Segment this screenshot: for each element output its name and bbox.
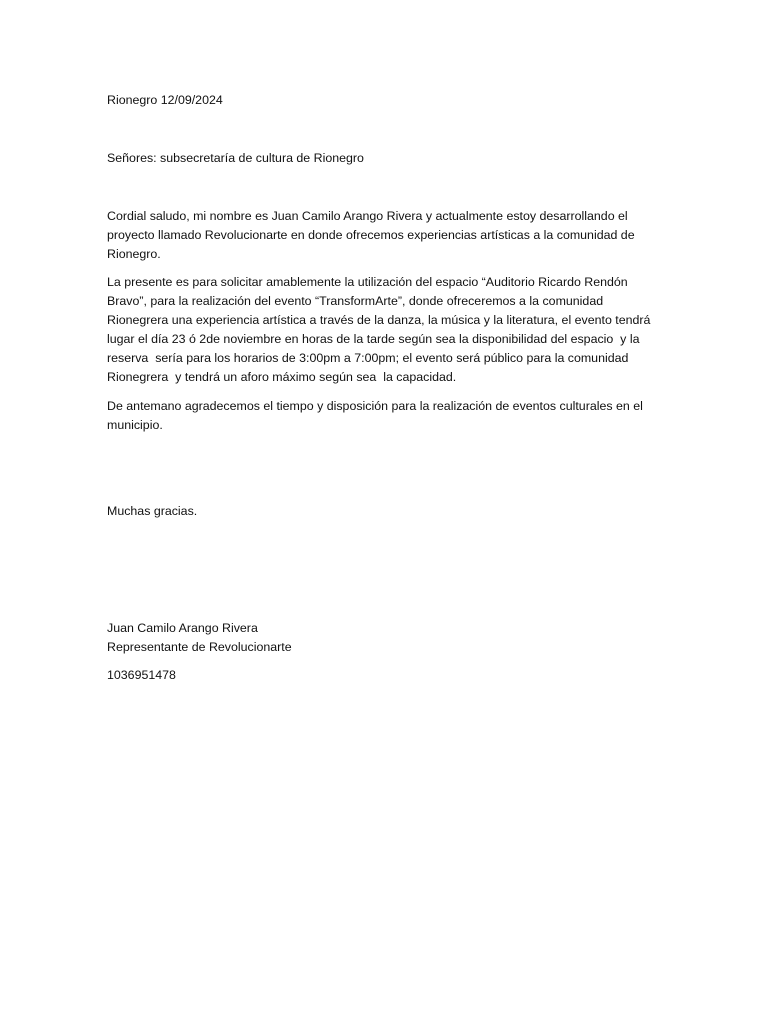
paragraph-thanks [107, 397, 667, 435]
paragraph-line: Rionegro. [107, 247, 161, 261]
date-line: Rionegro 12/09/2024 [107, 93, 223, 107]
paragraph-line: Bravo”, para la realización del evento “TransformArte”, donde ofreceremos a la comunidad [107, 294, 604, 308]
paragraph-greeting [107, 207, 667, 264]
paragraph-line: Rionegrera y tendrá un aforo máximo según sea la capacidad. [107, 370, 457, 384]
signer-title: Representante de Revolucionarte [107, 640, 292, 654]
signer-name: Juan Camilo Arango Rivera [107, 621, 258, 635]
closing-line: Muchas gracias. [107, 504, 198, 518]
paragraph-line: reserva sería para los horarios de 3:00pm a 7:00pm; el evento será público para la comunidad [107, 351, 629, 365]
paragraph-line: municipio. [107, 418, 163, 432]
addressee-line: Señores: subsecretaría de cultura de Rionegro [107, 151, 364, 165]
signer-id: 1036951478 [107, 668, 176, 682]
paragraph-line: De antemano agradecemos el tiempo y disposición para la realización de eventos culturales en el [107, 399, 643, 413]
paragraph-line: La presente es para solicitar amablemente la utilización del espacio “Auditorio Ricardo Rendón [107, 275, 628, 289]
paragraph-request [107, 273, 667, 387]
paragraph-line: Rionegrera una experiencia artística a través de la danza, la música y la literatura, el evento tendrá [107, 313, 651, 327]
paragraph-line: Cordial saludo, mi nombre es Juan Camilo Arango Rivera y actualmente estoy desarrollando el [107, 209, 628, 223]
paragraph-line: lugar el día 23 ó 2de noviembre en horas de la tarde según sea la disponibilidad del espacio y la [107, 332, 640, 346]
paragraph-line: proyecto llamado Revolucionarte en donde ofrecemos experiencias artísticas a la comunidad de [107, 228, 635, 242]
